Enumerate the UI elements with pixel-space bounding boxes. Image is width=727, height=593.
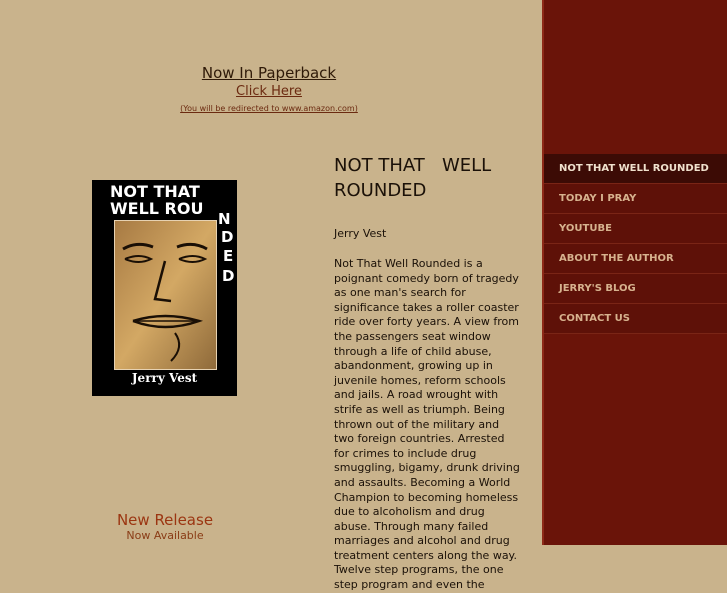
click-here-link[interactable]: Click Here bbox=[236, 84, 302, 99]
nav-item-contact-us[interactable]: CONTACT US bbox=[544, 304, 727, 334]
nav-item-youtube[interactable]: YOUTUBE bbox=[544, 214, 727, 244]
book-description: Not That Well Rounded is a poignant comedy born of tragedy as one man's search for significance takes a roller coaster ride over forty years. A view from the passengers seat window through a life of child abuse, abandonment, growing up in juvenile homes, reform schools and jails. A road wrought with strife as well as triumph. Being thrown out of the military and two foreign countries. Arrested for crimes to include drug smuggling, bigamy, drunk driving and assaults. Becoming a World Champion to becoming homeless due to alcoholism and drug abuse. Through many failed marriages and alcohol and drug treatment centers along the way. Twelve step programs, the one step program and even the bbox=[334, 257, 520, 592]
nav-item-about-the-author[interactable]: ABOUT THE AUTHOR bbox=[544, 244, 727, 274]
now-available-label: Now Available bbox=[126, 529, 204, 542]
cover-author: Jerry Vest bbox=[131, 371, 198, 385]
cover-title-letters bbox=[212, 210, 236, 294]
book-author: Jerry Vest bbox=[334, 227, 387, 240]
redirect-note-link[interactable]: (You will be redirected to www.amazon.com) bbox=[180, 104, 358, 113]
cover-letter: E bbox=[223, 247, 234, 265]
cover-face-illustration bbox=[114, 220, 217, 370]
cover-letter: D bbox=[221, 228, 234, 246]
face-drawing bbox=[115, 221, 216, 369]
nav-item-not-that-well-rounded[interactable]: NOT THAT WELL ROUNDED bbox=[544, 154, 727, 184]
now-in-paperback-link[interactable]: Now In Paperback bbox=[201, 64, 337, 82]
cover-title-line2: WELL ROU bbox=[110, 199, 204, 218]
new-release-block bbox=[100, 511, 230, 543]
sidebar-nav bbox=[544, 154, 727, 334]
book-cover-image[interactable] bbox=[92, 180, 237, 396]
cover-letter: N bbox=[218, 210, 231, 228]
cover-title bbox=[110, 183, 203, 217]
nav-item-jerrys-blog[interactable]: JERRY'S BLOG bbox=[544, 274, 727, 304]
cover-title-line1: NOT THAT bbox=[110, 182, 200, 201]
book-title: NOT THAT WELL ROUNDED bbox=[334, 155, 497, 201]
sidebar bbox=[542, 0, 727, 545]
cover-letter: D bbox=[222, 267, 235, 285]
new-release-label: New Release bbox=[116, 511, 214, 529]
nav-item-today-i-pray[interactable]: TODAY I PRAY bbox=[544, 184, 727, 214]
paperback-promo bbox=[160, 63, 378, 115]
